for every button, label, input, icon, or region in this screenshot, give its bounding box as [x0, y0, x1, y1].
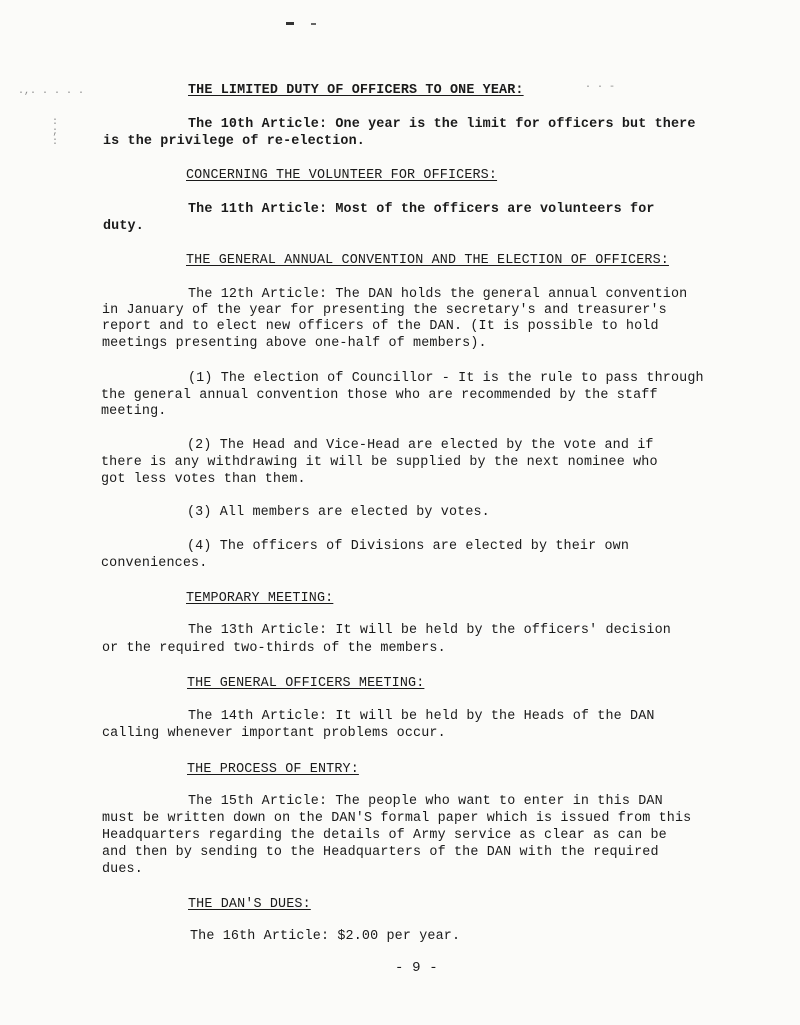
section-heading-1: THE LIMITED DUTY OF OFFICERS TO ONE YEAR:: [188, 83, 524, 98]
article-15-line-3: Headquarters regarding the details of Army service as clear as can be: [102, 828, 667, 843]
section-heading-6: THE PROCESS OF ENTRY:: [187, 762, 359, 777]
article-12-line-4: meetings presenting above one-half of members).: [102, 336, 487, 351]
item-3-line-1: (3) All members are elected by votes.: [187, 505, 490, 520]
article-12-line-1: The 12th Article: The DAN holds the general annual convention: [188, 287, 688, 302]
article-16-line-1: The 16th Article: $2.00 per year.: [190, 929, 461, 944]
item-1-line-2: the general annual convention those who are recommended by the staff: [101, 388, 658, 403]
article-10-line-2: is the privilege of re-election.: [103, 134, 365, 149]
article-11-line-1: The 11th Article: Most of the officers are volunteers for: [188, 202, 655, 217]
section-heading-7: THE DAN'S DUES:: [188, 897, 311, 912]
section-heading-5: THE GENERAL OFFICERS MEETING:: [187, 676, 425, 691]
article-15-line-5: dues.: [102, 862, 143, 877]
article-15-line-4: and then by sending to the Headquarters of the DAN with the required: [102, 845, 659, 860]
article-11-line-2: duty.: [103, 219, 144, 234]
item-2-line-2: there is any withdrawing it will be supplied by the next nominee who: [101, 455, 658, 470]
article-15-line-1: The 15th Article: The people who want to enter in this DAN: [188, 794, 663, 809]
scan-speck-right: · · -: [585, 82, 616, 93]
article-15-line-2: must be written down on the DAN'S formal paper which is issued from this: [102, 811, 692, 826]
item-1-line-3: meeting.: [101, 404, 167, 419]
article-12-line-3: report and to elect new officers of the DAN. (It is possible to hold: [102, 319, 659, 334]
scan-speck-margin: : ; :: [52, 117, 59, 148]
scan-mark-top: [286, 22, 294, 25]
page-number: - 9 -: [395, 960, 438, 976]
scan-mark-top-2: [311, 23, 316, 25]
article-13-line-2: or the required two-thirds of the members.: [102, 641, 446, 656]
article-10-line-1: The 10th Article: One year is the limit for officers but there: [188, 117, 696, 132]
section-heading-2: CONCERNING THE VOLUNTEER FOR OFFICERS:: [186, 168, 498, 183]
article-14-line-1: The 14th Article: It will be held by the Heads of the DAN: [188, 709, 655, 724]
article-14-line-2: calling whenever important problems occur.: [102, 726, 446, 741]
article-13-line-1: The 13th Article: It will be held by the officers' decision: [188, 623, 671, 638]
item-4-line-1: (4) The officers of Divisions are elected by their own: [187, 539, 630, 554]
article-12-line-2: in January of the year for presenting the secretary's and treasurer's: [102, 303, 667, 318]
item-1-line-1: (1) The election of Councillor - It is the rule to pass through: [188, 371, 704, 386]
section-heading-3: THE GENERAL ANNUAL CONVENTION AND THE ELECTION OF OFFICERS:: [186, 253, 669, 268]
item-4-line-2: conveniences.: [101, 556, 208, 571]
item-2-line-3: got less votes than them.: [101, 472, 306, 487]
section-heading-4: TEMPORARY MEETING:: [186, 591, 334, 606]
item-2-line-1: (2) The Head and Vice-Head are elected by the vote and if: [187, 438, 654, 453]
scan-speck-left: .,. . . . .: [18, 86, 85, 97]
